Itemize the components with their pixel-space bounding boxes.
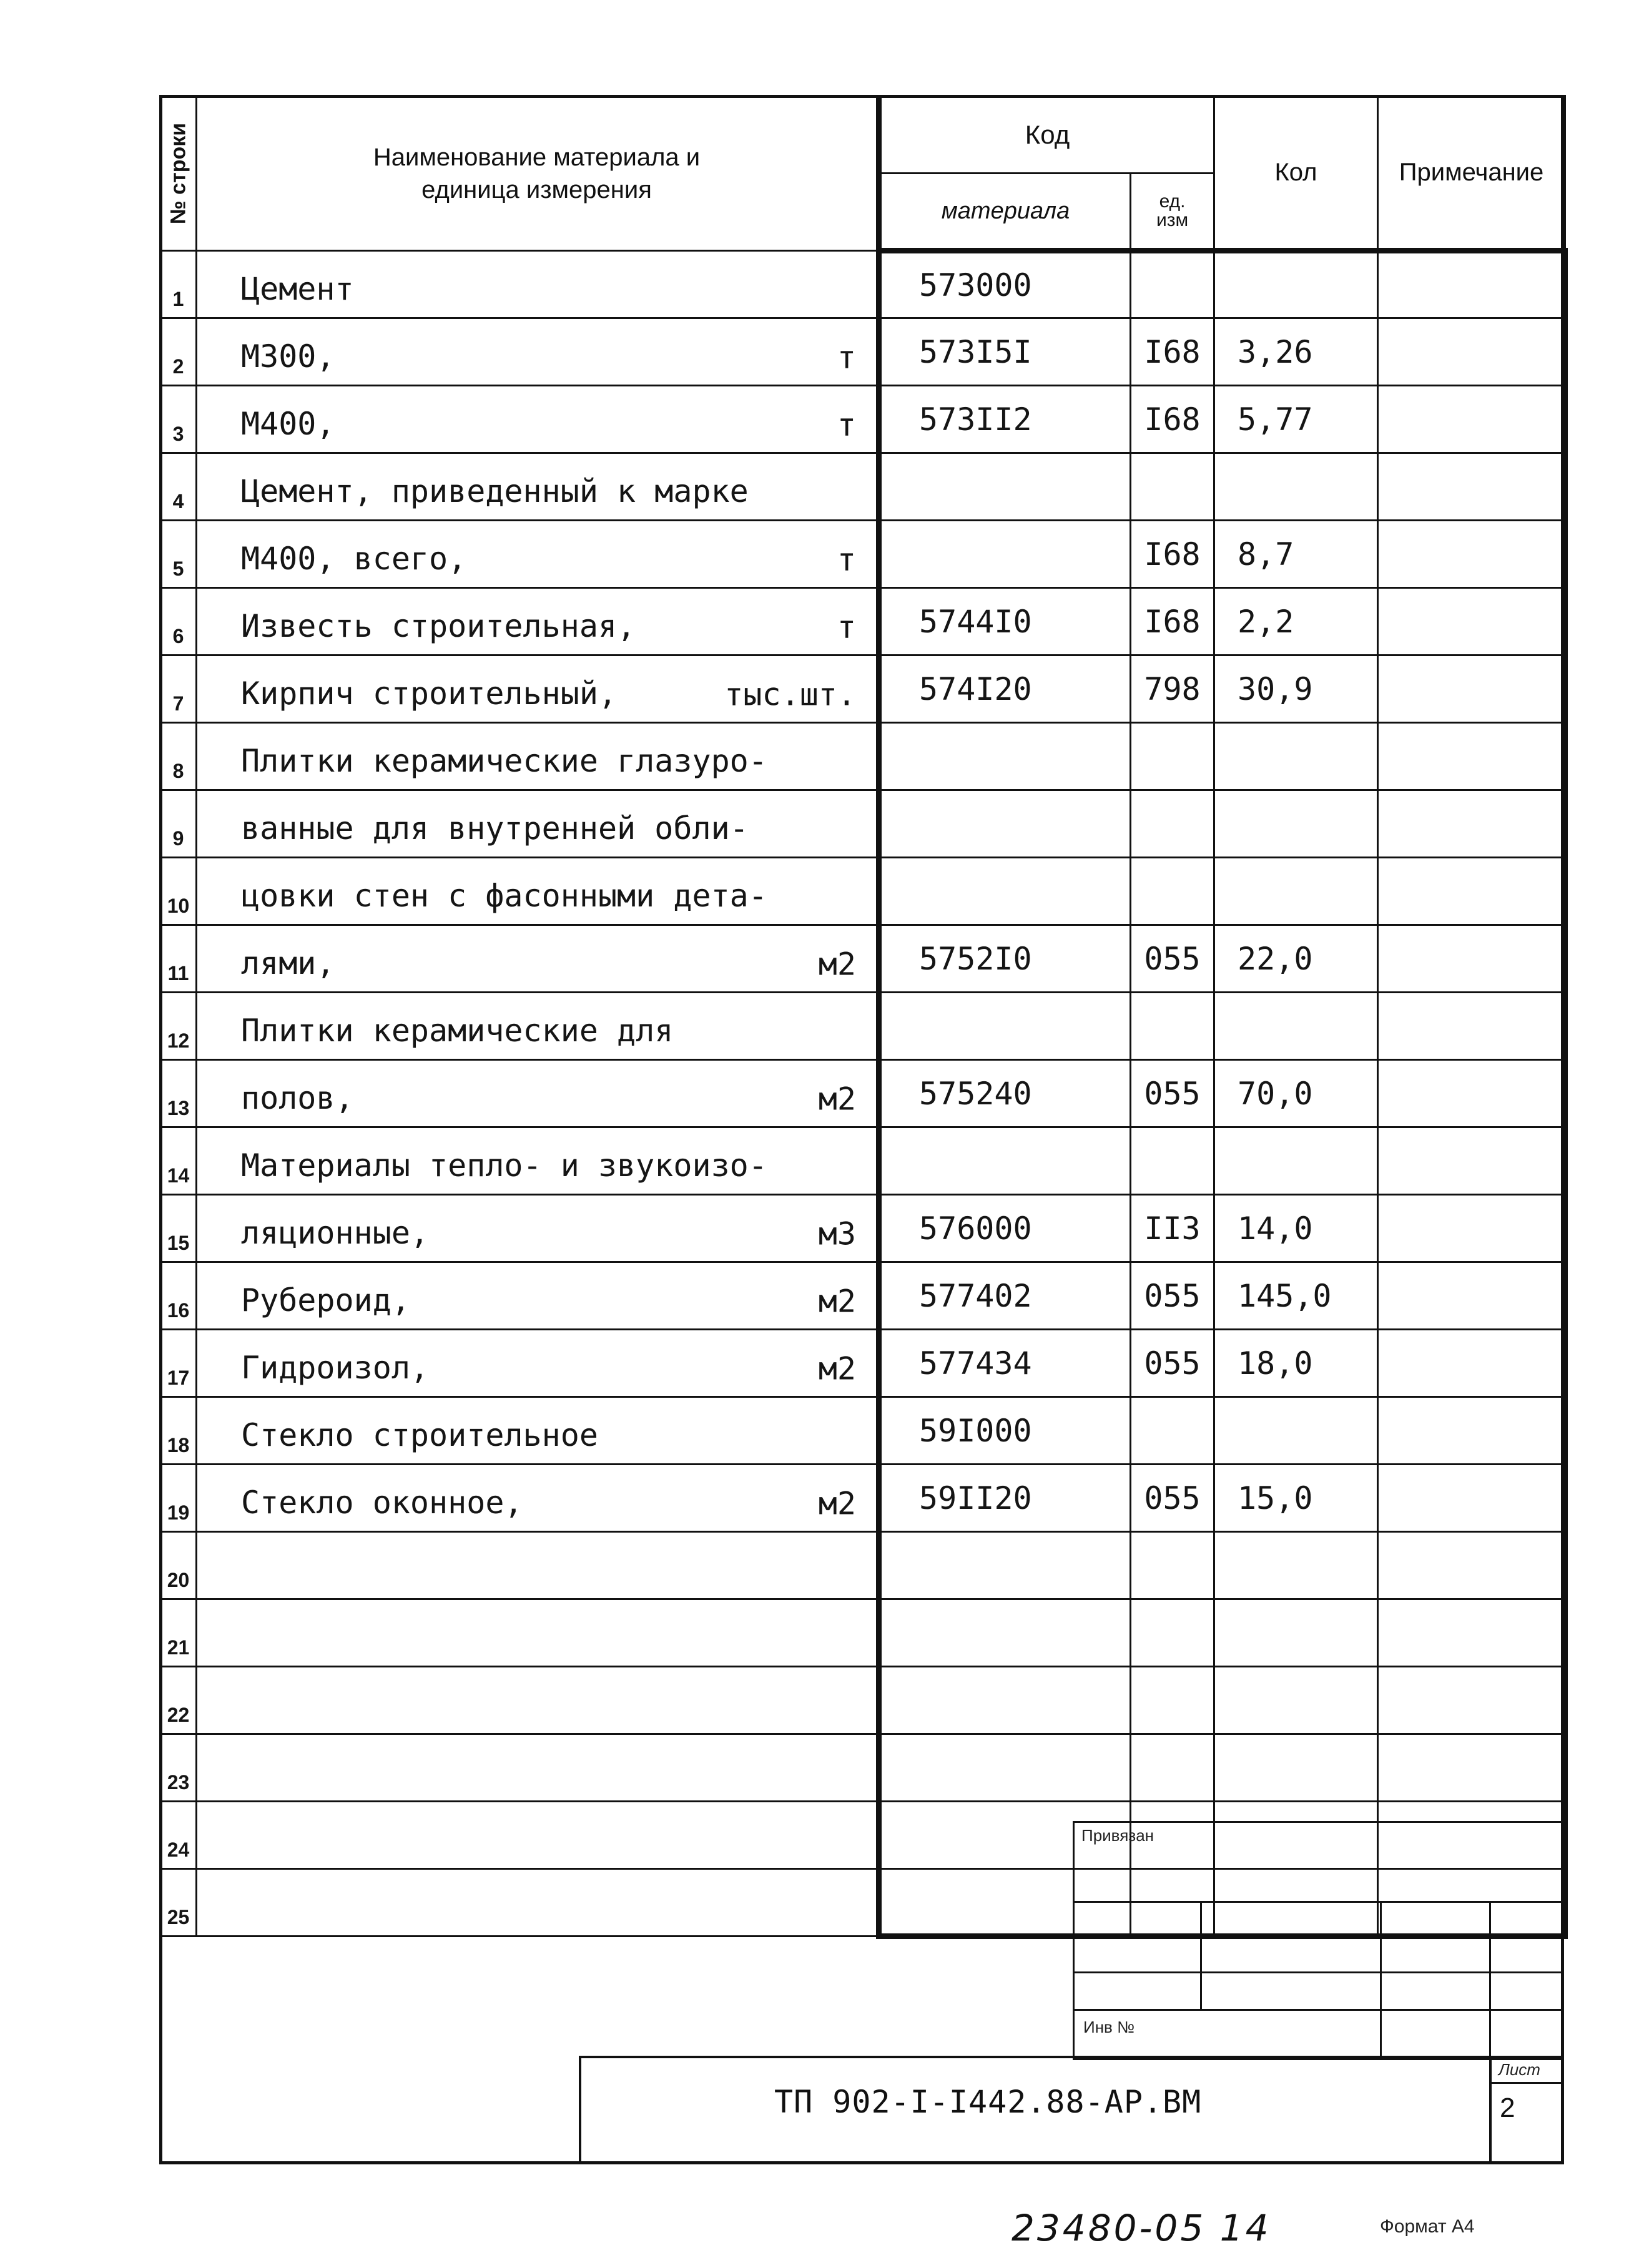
material-code: 575240 [879, 1060, 1131, 1127]
table-row [160, 1599, 1565, 1667]
unit-code: 055 [1131, 925, 1214, 993]
material-name-cell [197, 1869, 879, 1937]
quantity: 15,0 [1214, 1465, 1378, 1532]
material-code: 573II2 [879, 386, 1131, 453]
note [1378, 1667, 1565, 1734]
unit-code: 055 [1131, 1060, 1214, 1127]
table-row [160, 1330, 1565, 1397]
material-name: Кирпич строительный, [241, 675, 618, 712]
table-row [160, 521, 1565, 588]
quantity: 8,7 [1214, 521, 1378, 588]
unit-code: 798 [1131, 655, 1214, 723]
table-row [160, 1195, 1565, 1262]
row-number: 13 [160, 1060, 197, 1127]
note [1378, 1397, 1565, 1465]
material-code [879, 723, 1131, 790]
unit-of-measure: м2 [818, 1283, 856, 1320]
unit-code [1131, 723, 1214, 790]
quantity: 30,9 [1214, 655, 1378, 723]
material-name-cell [197, 1060, 879, 1127]
material-name-cell [197, 588, 879, 655]
material-name-cell [197, 655, 879, 723]
note [1378, 1599, 1565, 1667]
material-name: Материалы тепло- и звукоизо- [241, 1147, 767, 1184]
quantity [1214, 1532, 1378, 1599]
material-name: ванные для внутренней обли- [241, 810, 749, 847]
row-number: 14 [160, 1127, 197, 1195]
unit-of-measure: т [837, 339, 856, 376]
header-code-unit: ед. изм [1131, 174, 1214, 251]
material-name-cell [197, 790, 879, 858]
material-code [879, 993, 1131, 1060]
quantity [1214, 1397, 1378, 1465]
table-row [160, 925, 1565, 993]
table-row [160, 655, 1565, 723]
row-number: 8 [160, 723, 197, 790]
material-code: 573000 [879, 251, 1131, 318]
unit-code [1131, 1667, 1214, 1734]
unit-of-measure: м2 [818, 946, 856, 983]
unit-of-measure: м2 [818, 1081, 856, 1117]
quantity [1214, 1667, 1378, 1734]
table-row [160, 1667, 1565, 1734]
table-row [160, 1060, 1565, 1127]
material-name-cell [197, 1262, 879, 1330]
header-note: Примечание [1378, 96, 1565, 251]
material-code: 574I20 [879, 655, 1131, 723]
row-number: 11 [160, 925, 197, 993]
row-number: 15 [160, 1195, 197, 1262]
quantity: 14,0 [1214, 1195, 1378, 1262]
row-number: 25 [160, 1869, 197, 1937]
row-number: 19 [160, 1465, 197, 1532]
table-row [160, 723, 1565, 790]
quantity [1214, 723, 1378, 790]
table-row [160, 790, 1565, 858]
material-code: 5752I0 [879, 925, 1131, 993]
row-number: 20 [160, 1532, 197, 1599]
material-code: 577434 [879, 1330, 1131, 1397]
table-row [160, 1127, 1565, 1195]
unit-of-measure: м2 [818, 1485, 856, 1522]
material-name: Плитки керамические глазуро- [241, 742, 767, 779]
material-name-cell [197, 1802, 879, 1869]
table-row [160, 386, 1565, 453]
material-name: Цемент [241, 270, 354, 307]
unit-code: I68 [1131, 588, 1214, 655]
table-row [160, 1532, 1565, 1599]
unit-code [1131, 251, 1214, 318]
material-name-cell [197, 453, 879, 521]
note [1378, 1532, 1565, 1599]
header-code-material: материала [879, 174, 1131, 251]
row-number: 16 [160, 1262, 197, 1330]
material-code [879, 1599, 1131, 1667]
unit-code [1131, 1734, 1214, 1802]
material-name-cell [197, 1397, 879, 1465]
material-code: 577402 [879, 1262, 1131, 1330]
material-name-cell [197, 723, 879, 790]
material-name: полов, [241, 1079, 354, 1116]
tb-line [1489, 1901, 1491, 2057]
material-name-cell [197, 251, 879, 318]
unit-code: I68 [1131, 386, 1214, 453]
material-name-cell [197, 925, 879, 993]
note [1378, 790, 1565, 858]
material-name: М400, всего, [241, 540, 467, 577]
material-name-cell [197, 1127, 879, 1195]
row-number: 22 [160, 1667, 197, 1734]
material-name-cell [197, 1667, 879, 1734]
handwritten-number: 23480-05 14 [1012, 2207, 1271, 2249]
note [1378, 993, 1565, 1060]
unit-code [1131, 1397, 1214, 1465]
row-number: 6 [160, 588, 197, 655]
material-name: М400, [241, 405, 335, 442]
material-name-cell [197, 993, 879, 1060]
material-code [879, 1734, 1131, 1802]
header-row-number: № строки [160, 96, 197, 251]
unit-code [1131, 790, 1214, 858]
row-number: 12 [160, 993, 197, 1060]
header-material-name: Наименование материала и единица измерения [197, 96, 879, 251]
material-name: Плитки керамические для [241, 1012, 674, 1049]
material-name: ляционные, [241, 1214, 430, 1251]
table-row [160, 858, 1565, 925]
unit-code: 055 [1131, 1330, 1214, 1397]
quantity: 3,26 [1214, 318, 1378, 386]
material-name: Цемент, приведенный к марке [241, 473, 749, 509]
row-number: 18 [160, 1397, 197, 1465]
quantity: 2,2 [1214, 588, 1378, 655]
material-code [879, 453, 1131, 521]
tb-line [1489, 2056, 1492, 2164]
material-code: 59II20 [879, 1465, 1131, 1532]
sheet-label: Лист [1499, 2060, 1540, 2079]
material-code [879, 521, 1131, 588]
material-code: 59I000 [879, 1397, 1131, 1465]
material-name: М300, [241, 338, 335, 375]
attached-label: Привязан [1081, 1826, 1154, 1845]
material-name-cell [197, 1195, 879, 1262]
note [1378, 1734, 1565, 1802]
table-row [160, 1262, 1565, 1330]
material-code [879, 1127, 1131, 1195]
material-code: 576000 [879, 1195, 1131, 1262]
note [1378, 318, 1565, 386]
format-label: Формат А4 [1380, 2216, 1475, 2237]
material-name-cell [197, 318, 879, 386]
unit-code [1131, 858, 1214, 925]
note [1378, 723, 1565, 790]
unit-of-measure: т [837, 609, 856, 646]
materials-table [159, 95, 1568, 1939]
quantity [1214, 453, 1378, 521]
quantity: 22,0 [1214, 925, 1378, 993]
row-number: 3 [160, 386, 197, 453]
note [1378, 251, 1565, 318]
row-number: 2 [160, 318, 197, 386]
material-name: Гидроизол, [241, 1349, 430, 1386]
material-name: лями, [241, 945, 335, 981]
quantity [1214, 993, 1378, 1060]
table-row [160, 588, 1565, 655]
row-number: 17 [160, 1330, 197, 1397]
quantity [1214, 1127, 1378, 1195]
unit-code: 055 [1131, 1465, 1214, 1532]
quantity [1214, 1734, 1378, 1802]
unit-of-measure: т [837, 541, 856, 578]
note [1378, 858, 1565, 925]
quantity [1214, 790, 1378, 858]
quantity [1214, 858, 1378, 925]
note [1378, 1330, 1565, 1397]
material-name-cell [197, 386, 879, 453]
row-number: 9 [160, 790, 197, 858]
quantity [1214, 1599, 1378, 1667]
unit-code [1131, 1532, 1214, 1599]
unit-code: II3 [1131, 1195, 1214, 1262]
note [1378, 925, 1565, 993]
note [1378, 453, 1565, 521]
table-row [160, 1734, 1565, 1802]
row-number: 7 [160, 655, 197, 723]
note [1378, 521, 1565, 588]
unit-code [1131, 1127, 1214, 1195]
material-code [879, 790, 1131, 858]
material-code [879, 1667, 1131, 1734]
quantity: 5,77 [1214, 386, 1378, 453]
table-row [160, 251, 1565, 318]
unit-code: I68 [1131, 318, 1214, 386]
note [1378, 1195, 1565, 1262]
unit-of-measure: т [837, 406, 856, 443]
row-number: 10 [160, 858, 197, 925]
tb-line [1380, 1901, 1382, 2057]
sheet-number: 2 [1500, 2093, 1515, 2123]
table-row [160, 1465, 1565, 1532]
note [1378, 588, 1565, 655]
unit-of-measure: м2 [818, 1350, 856, 1387]
header-code: Код [879, 96, 1214, 174]
material-name: Стекло оконное, [241, 1484, 523, 1521]
unit-code: 055 [1131, 1262, 1214, 1330]
tb-line [1489, 2082, 1564, 2084]
row-number: 5 [160, 521, 197, 588]
note [1378, 655, 1565, 723]
note [1378, 1465, 1565, 1532]
note [1378, 1262, 1565, 1330]
material-name: цовки стен с фасонными дета- [241, 877, 767, 914]
quantity: 70,0 [1214, 1060, 1378, 1127]
table-row [160, 453, 1565, 521]
material-code [879, 1532, 1131, 1599]
material-code: 573I5I [879, 318, 1131, 386]
inventory-number-label: Инв № [1083, 2018, 1135, 2036]
material-code: 5744I0 [879, 588, 1131, 655]
row-number: 24 [160, 1802, 197, 1869]
unit-code [1131, 1599, 1214, 1667]
unit-code [1131, 453, 1214, 521]
document-code: ТП 902-I-I442.88-АР.ВМ [774, 2084, 1202, 2120]
unit-of-measure: м3 [818, 1215, 856, 1252]
quantity [1214, 251, 1378, 318]
row-number: 23 [160, 1734, 197, 1802]
note [1378, 386, 1565, 453]
material-name: Известь строительная, [241, 607, 636, 644]
tb-line [1200, 1901, 1202, 2010]
row-number: 21 [160, 1599, 197, 1667]
material-code [879, 858, 1131, 925]
quantity: 18,0 [1214, 1330, 1378, 1397]
table-row [160, 318, 1565, 386]
unit-code [1131, 993, 1214, 1060]
material-name: Стекло строительное [241, 1416, 598, 1453]
material-name-cell [197, 1465, 879, 1532]
row-number: 4 [160, 453, 197, 521]
unit-of-measure: тыс.шт. [724, 676, 856, 713]
unit-code: I68 [1131, 521, 1214, 588]
material-name-cell [197, 1734, 879, 1802]
note [1378, 1060, 1565, 1127]
material-name-cell [197, 1532, 879, 1599]
material-name-cell [197, 858, 879, 925]
header-quantity: Кол [1214, 96, 1378, 251]
table-row [160, 1397, 1565, 1465]
table-row [160, 993, 1565, 1060]
material-name-cell [197, 1330, 879, 1397]
material-name-cell [197, 521, 879, 588]
material-name-cell [197, 1599, 879, 1667]
quantity: 145,0 [1214, 1262, 1378, 1330]
note [1378, 1127, 1565, 1195]
material-name: Рубероид, [241, 1282, 410, 1318]
row-number: 1 [160, 251, 197, 318]
